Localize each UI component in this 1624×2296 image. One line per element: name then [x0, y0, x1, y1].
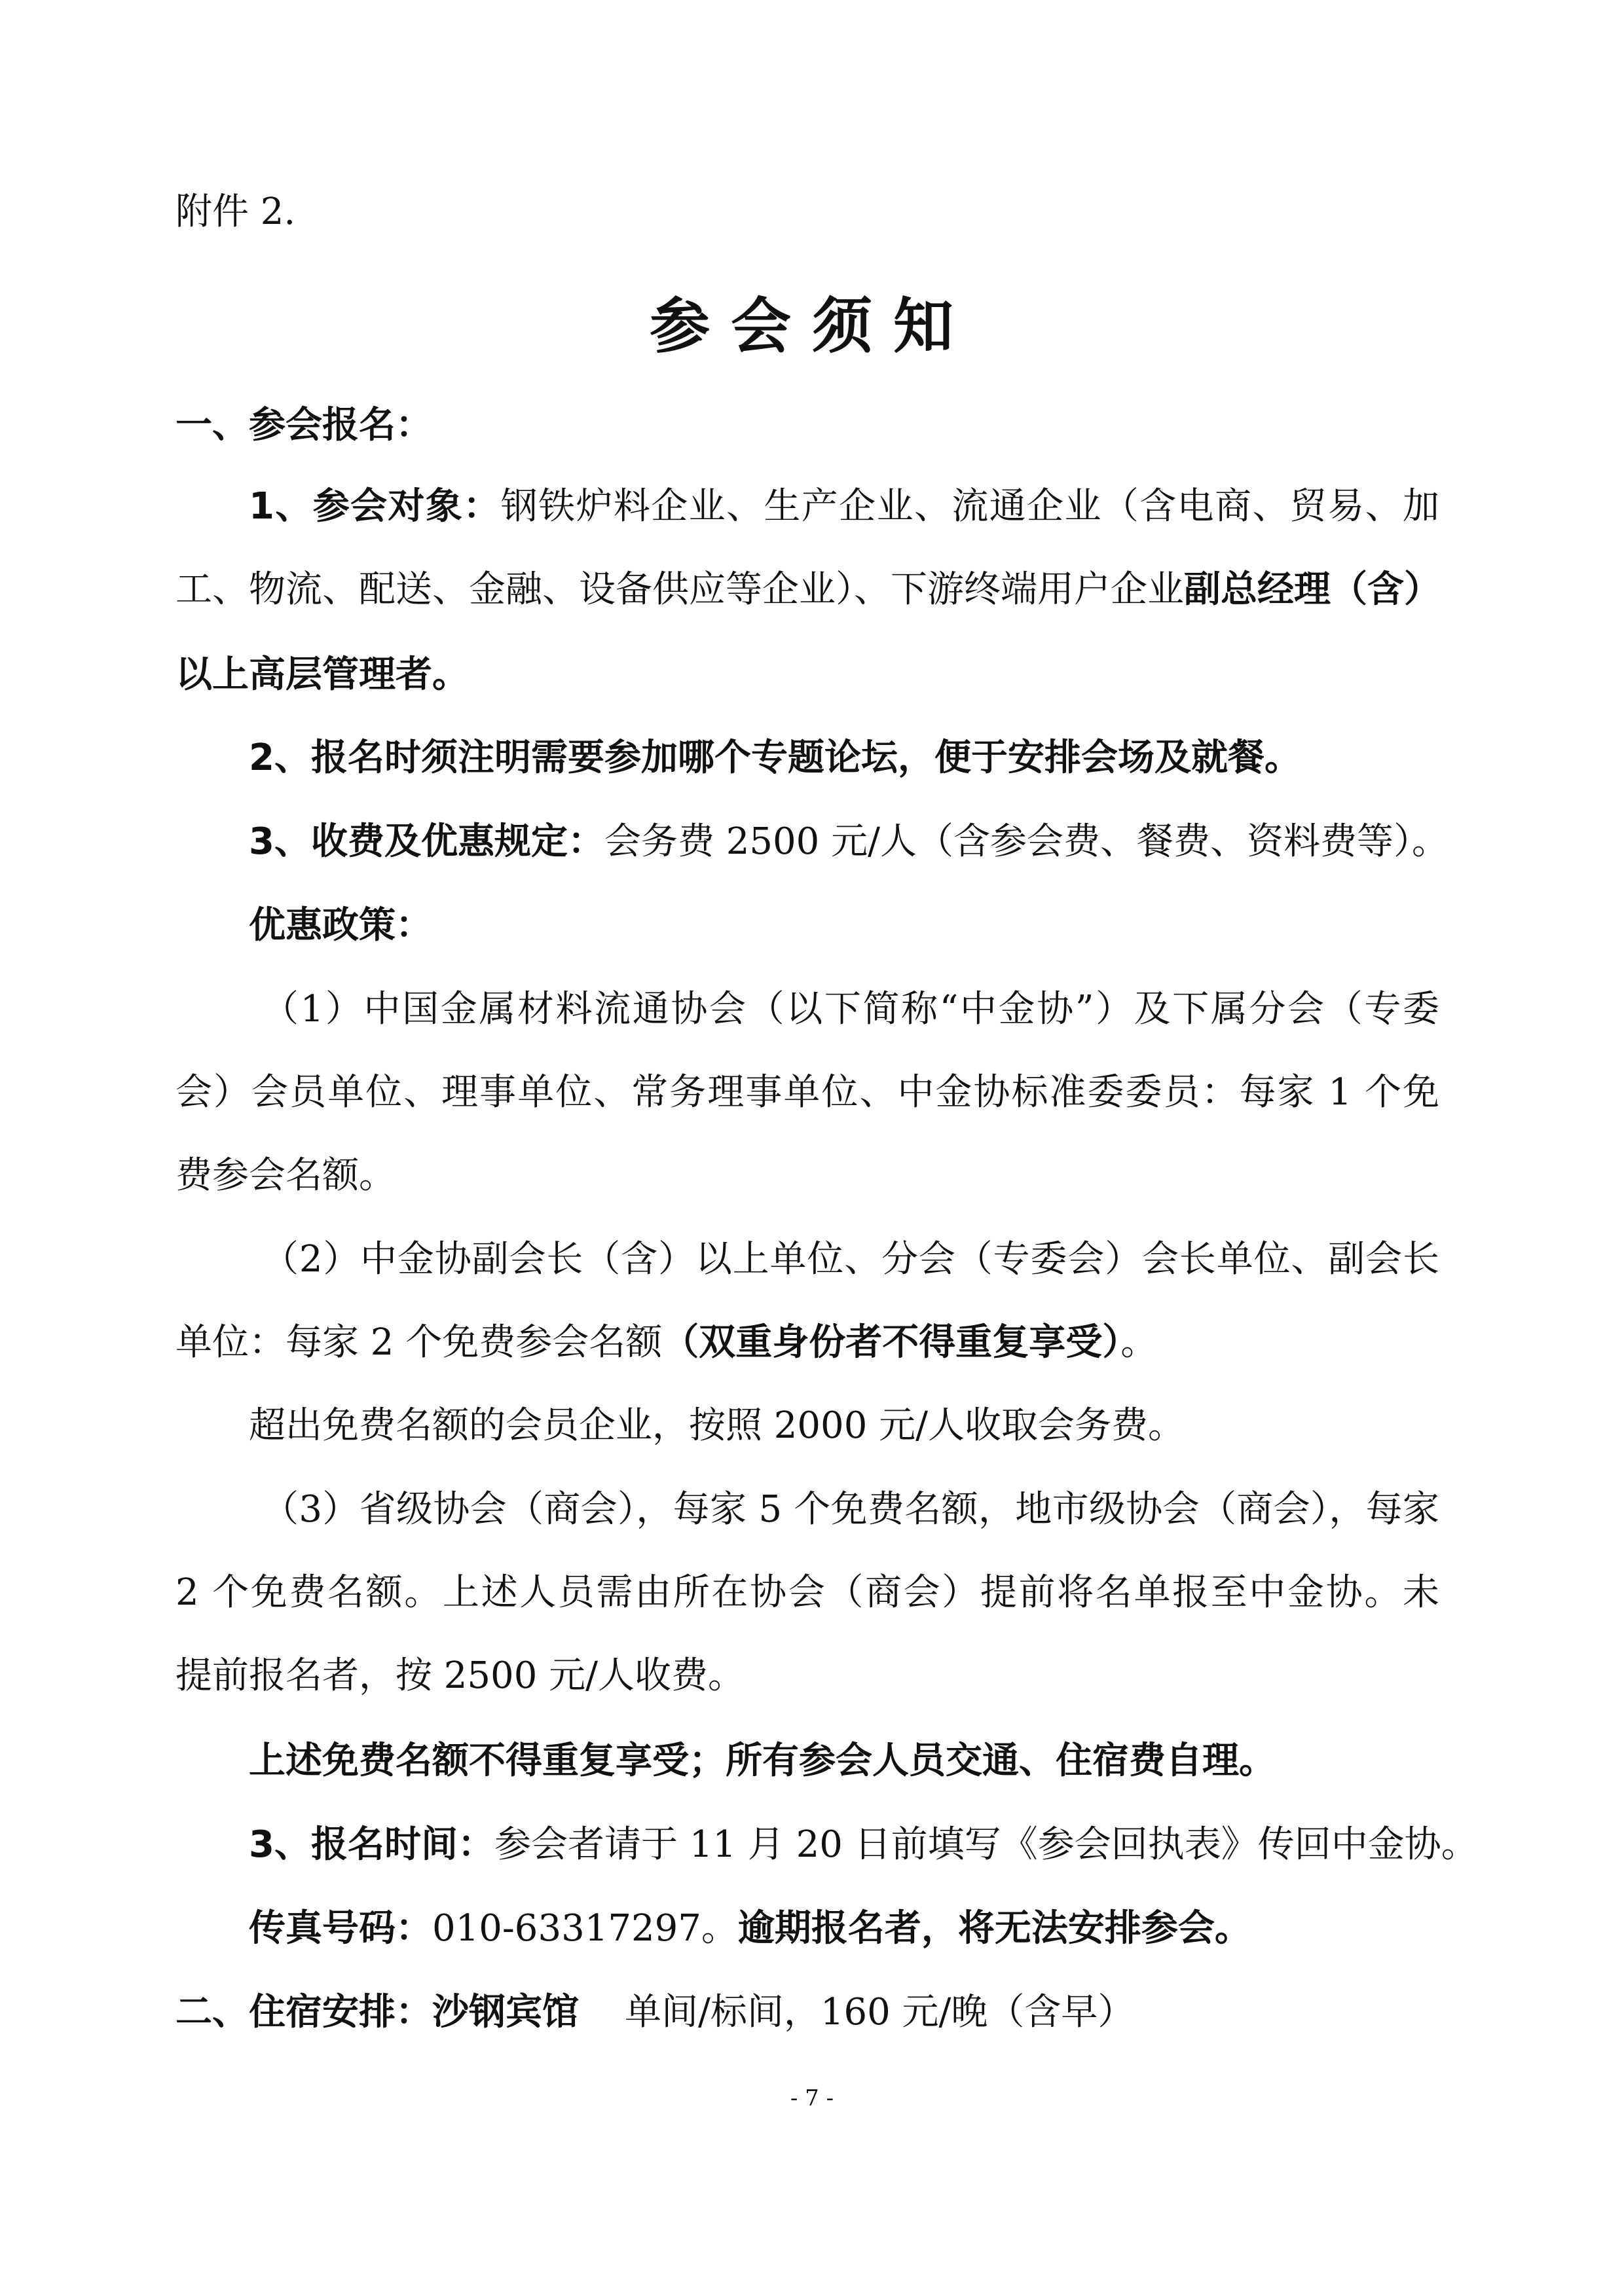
- attachment-label: 附件 2.: [175, 191, 296, 233]
- policy-3-line-3: 提前报名者，按 2500 元/人收费。: [175, 1654, 745, 1697]
- policy-2-text: 单位：每家 2 个免费参会名额: [175, 1321, 663, 1364]
- policy-2-line-2: [175, 1321, 1439, 1364]
- fax-label: 传真号码：: [249, 1907, 432, 1950]
- item-3-text: 会务费 2500 元/人（含参会费、餐费、资料费等）。: [604, 820, 1449, 863]
- policy-2-bold-note: （双重身份者不得重复享受）: [662, 1321, 1121, 1364]
- policy-2-line-1: （2）中金协副会长（含）以上单位、分会（专委会）会长单位、副会长: [262, 1238, 1439, 1281]
- section-2-text: 单间/标间，160 元/晚（含早）: [625, 1991, 1135, 2033]
- section-1-heading: 一、参会报名：: [175, 404, 432, 446]
- item-1-line-2: [175, 568, 1441, 611]
- extra-fee-note: 超出免费名额的会员企业，按照 2000 元/人收取会务费。: [249, 1404, 1185, 1447]
- fax-number: 010-63317297。: [432, 1907, 738, 1950]
- fax-warning: 逾期报名者，将无法安排参会。: [737, 1907, 1251, 1950]
- policy-1-line-2: 会）会员单位、理事单位、常务理事单位、中金协标准委委员：每家 1 个免: [175, 1071, 1439, 1114]
- item-4-text: 参会者请于 11 月 20 日前填写《参会回执表》传回中金协。: [494, 1823, 1478, 1866]
- item-2: 2、报名时须注明需要参加哪个专题论坛，便于安排会场及就餐。: [249, 737, 1301, 779]
- item-3-label: 3、收费及优惠规定：: [249, 820, 604, 863]
- item-1-line-3: 以上高层管理者。: [175, 653, 469, 696]
- section-2-line: [175, 1991, 1439, 2033]
- policy-1-line-1: （1）中国金属材料流通协会（以下简称“中金协”）及下属分会（专委: [262, 988, 1439, 1030]
- item-1-line-1: [249, 485, 1440, 528]
- fax-line: [249, 1907, 1439, 1950]
- item-1-text-1: 钢铁炉料企业、生产企业、流通企业（含电商、贸易、加: [500, 485, 1440, 528]
- item-4-label: 3、报名时间：: [249, 1823, 494, 1866]
- free-quota-note: 上述免费名额不得重复享受；所有参会人员交通、住宿费自理。: [249, 1740, 1276, 1782]
- item-1-text-2-bold: 副总经理（含）: [1184, 568, 1441, 611]
- section-2-heading: 二、住宿安排：沙钢宾馆: [175, 1991, 579, 2033]
- item-1-label: 1、参会对象：: [249, 485, 501, 528]
- item-3: [249, 820, 1449, 863]
- page-number: - 7 -: [790, 2085, 834, 2111]
- policy-heading: 优惠政策：: [249, 904, 432, 947]
- policy-2-end: 。: [1120, 1321, 1158, 1364]
- policy-1-line-3: 费参会名额。: [175, 1154, 396, 1197]
- page-title: 参会须知: [649, 291, 974, 361]
- policy-3-line-2: 2 个免费名额。上述人员需由所在协会（商会）提前将名单报至中金协。未: [175, 1571, 1439, 1614]
- item-1-text-2: 工、物流、配送、金融、设备供应等企业）、下游终端用户企业: [175, 568, 1184, 611]
- policy-3-line-1: （3）省级协会（商会），每家 5 个免费名额，地市级协会（商会），每家: [262, 1488, 1439, 1531]
- item-4: [249, 1823, 1478, 1866]
